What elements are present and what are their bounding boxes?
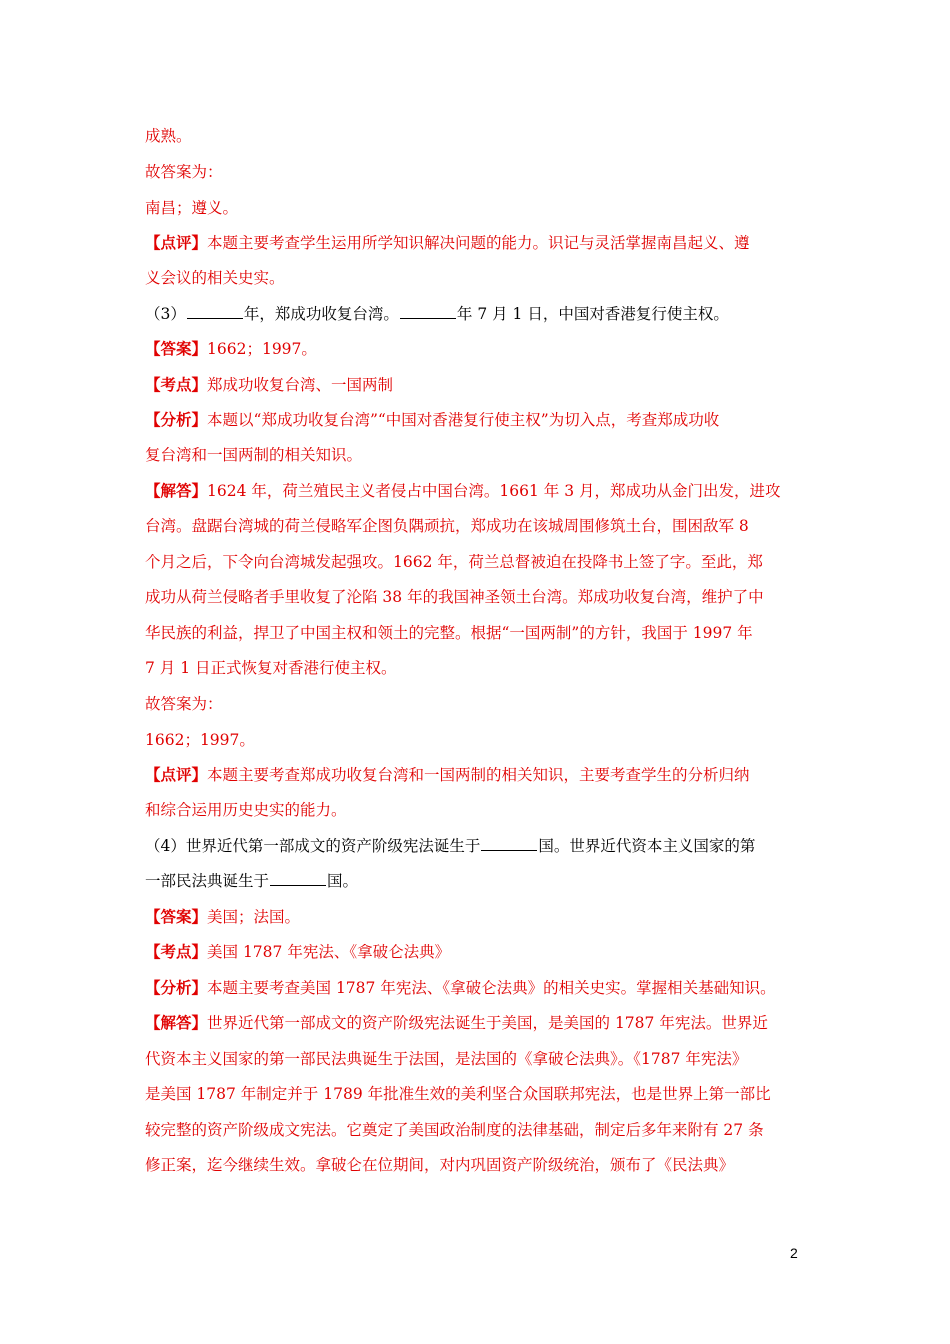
text-line: 较完整的资产阶级成文宪法。它奠定了美国政治制度的法律基础，制定后多年来附有 27 条 [145, 1121, 764, 1139]
text-line: 个月之后，下令向台湾城发起强攻。1662 年，荷兰总督被迫在投降书上签了字。至此，郑 [145, 553, 763, 571]
text-line: 成熟。 [145, 127, 192, 145]
tag-label: 【答案】 [145, 907, 208, 926]
text-line: 华民族的利益，捍卫了中国主权和领土的完整。根据“一国两制”的方针，我国于 1997 年 [145, 624, 753, 642]
tag-label: 【考点】 [145, 375, 208, 394]
tag-label: 【分析】 [145, 978, 208, 997]
question-3: （3） 年，郑成功收复台湾。 年 7 月 1 日，中国对香港复行使主权。 [145, 305, 729, 323]
comment-line: 【点评】本题主要考查郑成功收复台湾和一国两制的相关知识，主要考查学生的分析归纳 [145, 765, 750, 784]
text-line: 成功从荷兰侵略者手里收复了沦陷 38 年的我国神圣领土台湾。郑成功收复台湾，维护了中 [145, 588, 764, 606]
page-number: 2 [790, 1245, 798, 1261]
fill-blank [187, 304, 243, 319]
text-line: 复台湾和一国两制的相关知识。 [145, 446, 363, 464]
tag-label: 【分析】 [145, 410, 208, 429]
question-4: （4）世界近代第一部成文的资产阶级宪法诞生于 国。世界近代资本主义国家的第 [145, 837, 756, 855]
text-line: 7 月 1 日正式恢复对香港行使主权。 [145, 659, 397, 677]
analysis-line: 【分析】本题主要考查美国 1787 年宪法、《拿破仑法典》的相关史实。掌握相关基础知识。 [145, 978, 776, 997]
keypoint-line: 【考点】美国 1787 年宪法、《拿破仑法典》 [145, 942, 451, 961]
text-line: 修正案，迄今继续生效。拿破仑在位期间，对内巩固资产阶级统治，颁布了《民法典》 [145, 1156, 735, 1174]
answer-line: 【答案】1662；1997。 [145, 339, 317, 358]
tag-label: 【答案】 [145, 339, 208, 358]
solution-line: 【解答】1624 年，荷兰殖民主义者侵占中国台湾。1661 年 3 月，郑成功从金门出发，进攻 [145, 481, 781, 500]
text-line: 台湾。盘踞台湾城的荷兰侵略军企图负隅顽抗，郑成功在该城周围修筑土台，围困敌军 8 [145, 517, 749, 535]
tag-label: 【解答】 [145, 1013, 208, 1032]
tag-label: 【解答】 [145, 481, 208, 500]
text-line: 故答案为： [145, 695, 223, 713]
fill-blank [400, 304, 456, 319]
solution-line: 【解答】世界近代第一部成文的资产阶级宪法诞生于美国，是美国的 1787 年宪法。世界近 [145, 1013, 768, 1032]
text-line: 代资本主义国家的第一部民法典诞生于法国，是法国的《拿破仑法典》。《1787 年宪法》 [145, 1050, 748, 1068]
fill-blank [270, 871, 326, 886]
tag-label: 【考点】 [145, 942, 208, 961]
text-line: 和综合运用历史史实的能力。 [145, 801, 347, 819]
tag-label: 【点评】 [145, 233, 208, 252]
question-4-cont: 一部民法典诞生于 国。 [145, 872, 359, 890]
text-line: 1662；1997。 [145, 731, 255, 749]
text-line: 故答案为： [145, 163, 223, 181]
tag-label: 【点评】 [145, 765, 208, 784]
fill-blank [481, 836, 537, 851]
text-line: 是美国 1787 年制定并于 1789 年批准生效的美利坚合众国联邦宪法，也是世界上第一部比 [145, 1085, 771, 1103]
keypoint-line: 【考点】郑成功收复台湾、一国两制 [145, 375, 394, 394]
comment-line: 【点评】本题主要考查学生运用所学知识解决问题的能力。识记与灵活掌握南昌起义、遵 [145, 233, 750, 252]
text-line: 义会议的相关史实。 [145, 269, 285, 287]
analysis-line: 【分析】本题以“郑成功收复台湾”“中国对香港复行使主权”为切入点，考查郑成功收 [145, 410, 720, 429]
answer-line: 【答案】美国；法国。 [145, 907, 301, 926]
text-line: 南昌；遵义。 [145, 199, 239, 217]
